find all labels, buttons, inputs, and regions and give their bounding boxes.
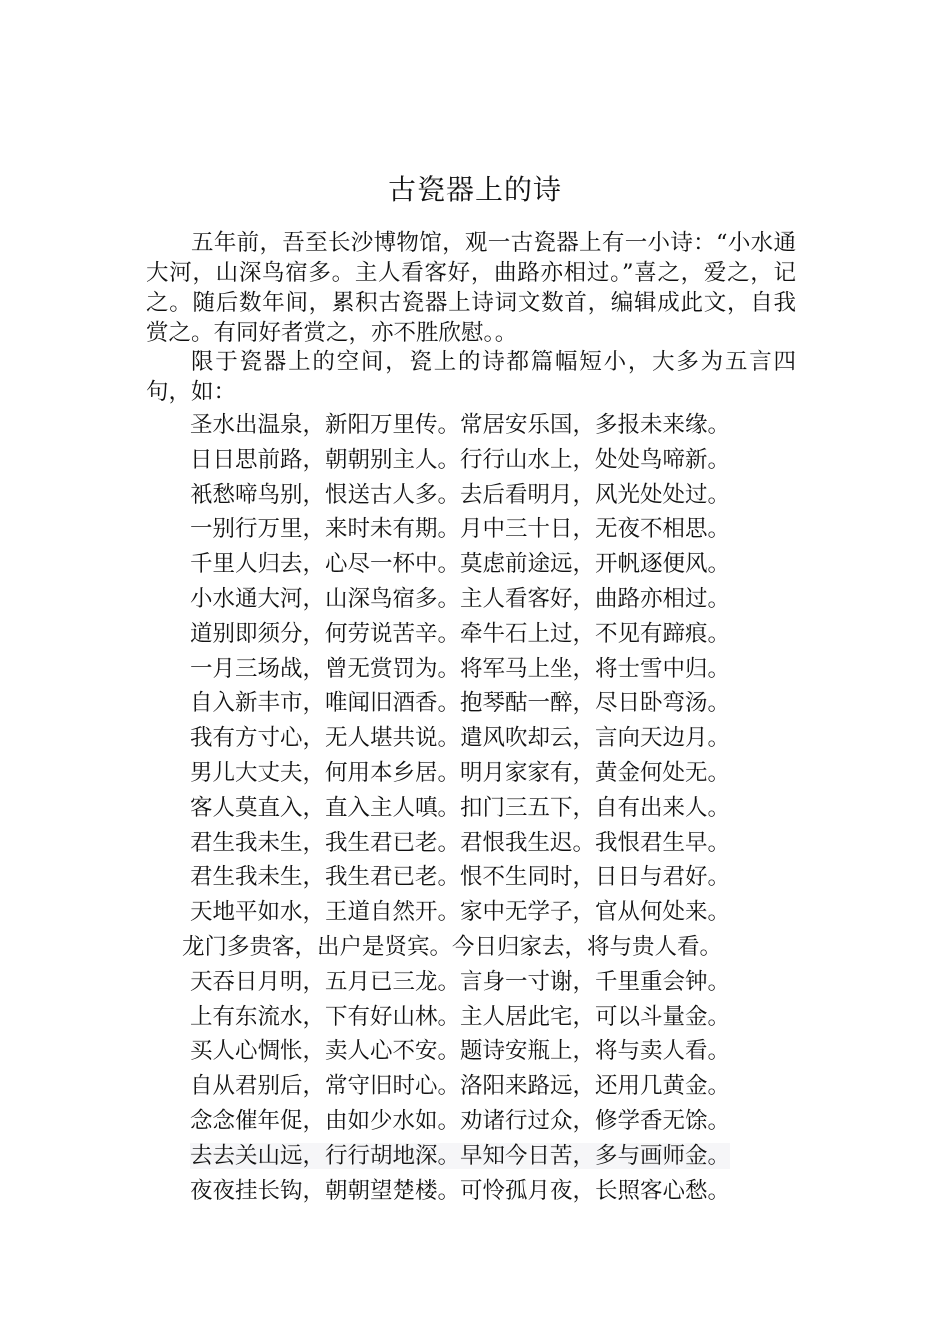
poem-line: 圣水出温泉，新阳万里传。常居安乐国，多报未来缘。 — [190, 412, 731, 438]
poem-line: 客人莫直入，直入主人嗔。扣门三五下，自有出来人。 — [190, 794, 731, 821]
poem-line: 自从君别后，常守旧时心。洛阳来路远，还用几黄金。 — [190, 1073, 731, 1100]
poem-line: 我有方寸心，无人堪共说。遣风吹却云，言向天边月。 — [190, 725, 731, 752]
poem-line: 龙门多贵客，出户是贤宾。今日归家去，将与贵人看。 — [182, 933, 723, 960]
poem-line: 君生我未生，我生君已老。君恨我生迟。我恨君生早。 — [190, 829, 731, 856]
poem-line: 日日思前路，朝朝别主人。行行山水上，处处鸟啼新。 — [190, 446, 731, 473]
poem-line: 上有东流水，下有好山林。主人居此宅，可以斗量金。 — [190, 1003, 731, 1030]
poem-line: 小水通大河，山深鸟宿多。主人看客好，曲路亦相过。 — [190, 585, 731, 612]
poem-line: 念念催年促，由如少水如。劝诸行过众，修学香无馀。 — [190, 1107, 731, 1134]
poem-line: 自入新丰市，唯闻旧酒香。抱琴酤一醉，尽日卧弯汤。 — [190, 690, 731, 717]
poem-line: 一月三场战，曾无赏罚为。将军马上坐，将士雪中归。 — [190, 655, 731, 682]
poem-line: 夜夜挂长钩，朝朝望楚楼。可怜孤月夜，长照客心愁。 — [190, 1177, 731, 1204]
poem-line: 千里人归去，心尽一杯中。莫虑前途远，开帆逐便风。 — [190, 551, 731, 578]
context-paragraph: 限于瓷器上的空间，瓷上的诗都篇幅短小，大多为五言四句，如： — [146, 349, 796, 405]
intro-paragraph: 五年前，吾至长沙博物馆，观一古瓷器上有一小诗：“小水通大河，山深鸟宿多。主人看客好，曲路亦相过。”喜之，爱之，记之。随后数年间，累积古瓷器上诗词文数首，编辑成此文，自我赏之。有同好者赏之，亦不胜欣慰。。 — [146, 230, 796, 346]
poem-line: 君生我未生，我生君已老。恨不生同时，日日与君好。 — [190, 864, 731, 891]
poem-line: 买人心惆怅，卖人心不安。题诗安瓶上，将与卖人看。 — [190, 1038, 731, 1065]
poem-list — [182, 408, 810, 1208]
poem-line: 天地平如水，王道自然开。家中无学子，官从何处来。 — [190, 899, 731, 926]
poem-line: 衹愁啼鸟别，恨送古人多。去后看明月，风光处处过。 — [190, 481, 731, 508]
poem-line: 去去关山远，行行胡地深。早知今日苦，多与画师金。 — [190, 1142, 731, 1169]
poem-line: 天吞日月明，五月已三龙。言身一寸谢，千里重会钟。 — [190, 968, 731, 995]
poem-line: 一别行万里，来时未有期。月中三十日，无夜不相思。 — [190, 516, 731, 543]
poem-line: 男儿大丈夫，何用本乡居。明月家家有，黄金何处无。 — [190, 759, 731, 786]
poem-line: 道别即须分，何劳说苦辛。牵牛石上过，不见有蹄痕。 — [190, 620, 731, 647]
document-title: 古瓷器上的诗 — [387, 173, 562, 206]
